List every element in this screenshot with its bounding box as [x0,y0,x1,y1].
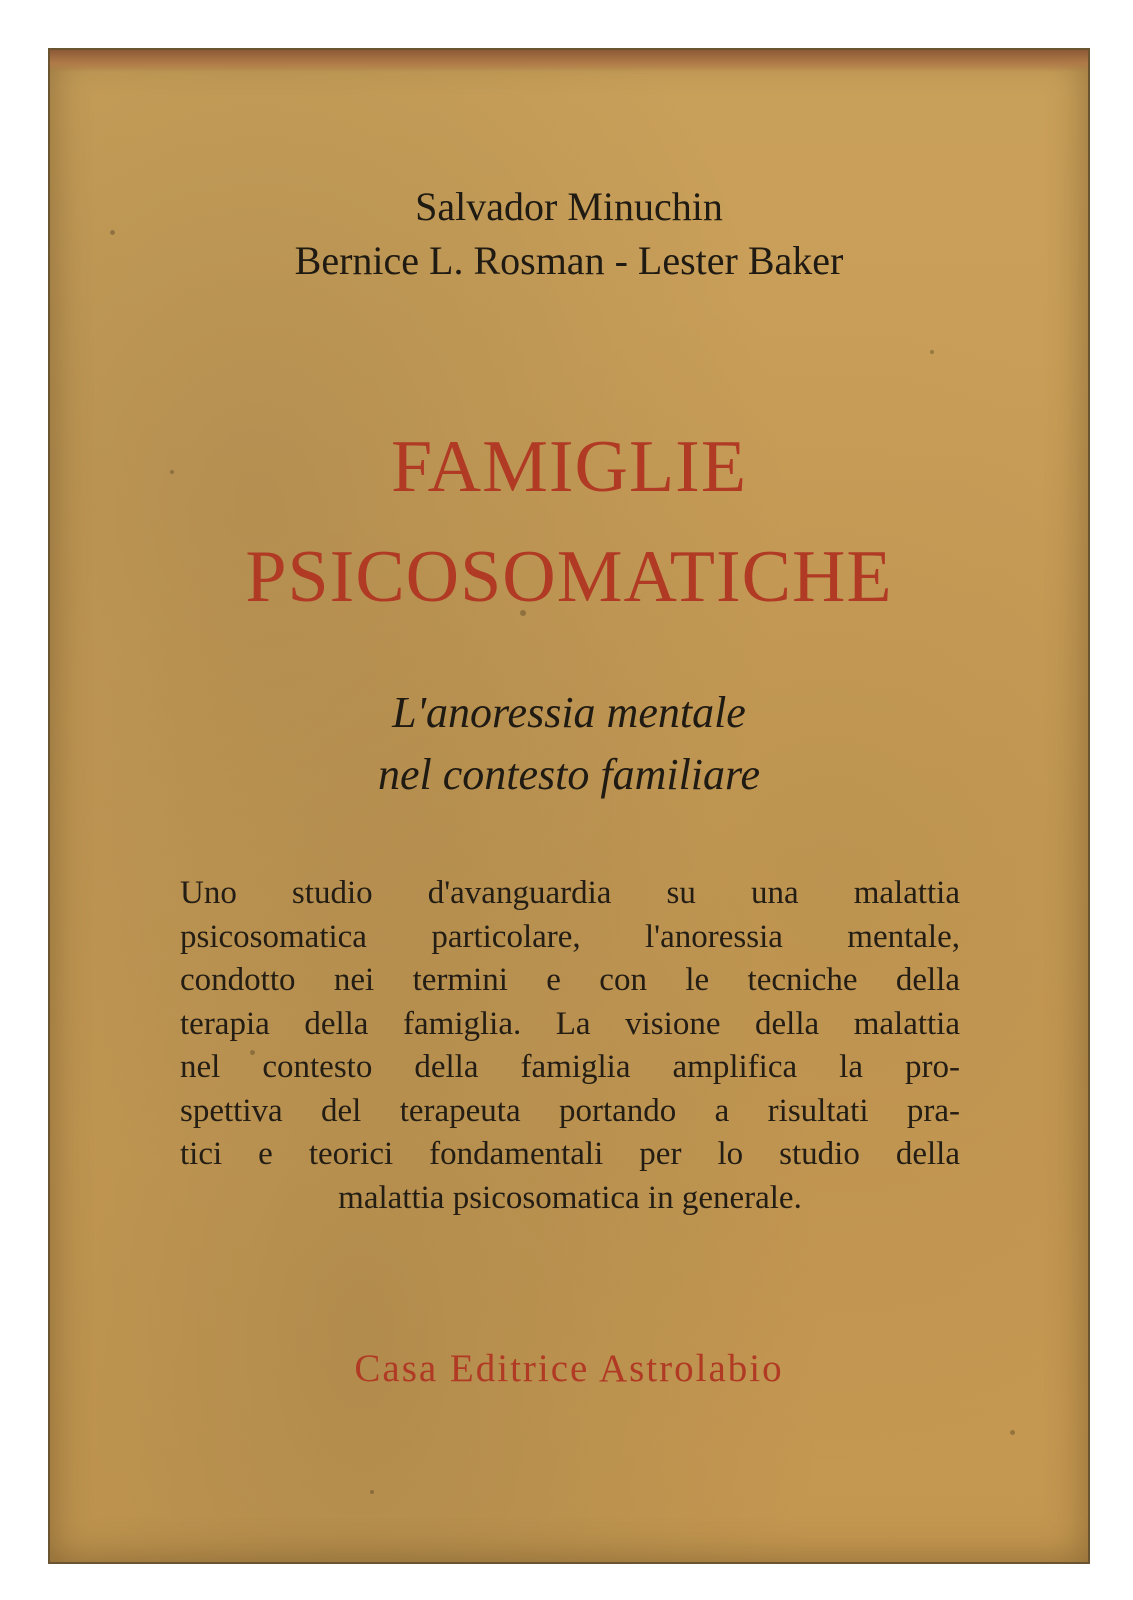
cover-top-edge [50,50,1088,72]
stain-speck [370,1490,374,1494]
title-line: FAMIGLIE [390,426,748,508]
book-title [50,412,1088,632]
subtitle-line: L'anoressia mentale [392,688,746,737]
blurb-line: nel contesto della famiglia amplifica la pro- [180,1049,960,1085]
title-line: PSICOSOMATICHE [245,536,893,618]
blurb [180,872,960,1220]
blurb-line: terapia della famiglia. La visione della malattia [180,1005,960,1042]
book-subtitle [50,682,1088,806]
blurb-line: psicosomatica particolare, l'anoressia mentale, [180,918,960,955]
publisher: Casa Editrice Astrolabio [354,1347,784,1390]
author-line: Salvador Minuchin [415,184,723,229]
author-line: Bernice L. Rosman - Lester Baker [294,238,844,283]
stain-speck [930,350,934,354]
blurb-line: condotto nei termini e con le tecniche della [180,962,960,998]
blurb-line: Uno studio d'avanguardia su una malattia [180,875,960,911]
blurb-line: spettiva del terapeuta portando a risultati pra- [180,1092,960,1129]
subtitle-line: nel contesto familiare [377,750,761,799]
stain-speck [1010,1430,1015,1435]
blurb-line: tici e teorici fondamentali per lo studio della [180,1136,960,1172]
authors [50,180,1088,288]
book-cover [48,48,1090,1564]
blurb-line: malattia psicosomatica in generale. [338,1179,802,1216]
